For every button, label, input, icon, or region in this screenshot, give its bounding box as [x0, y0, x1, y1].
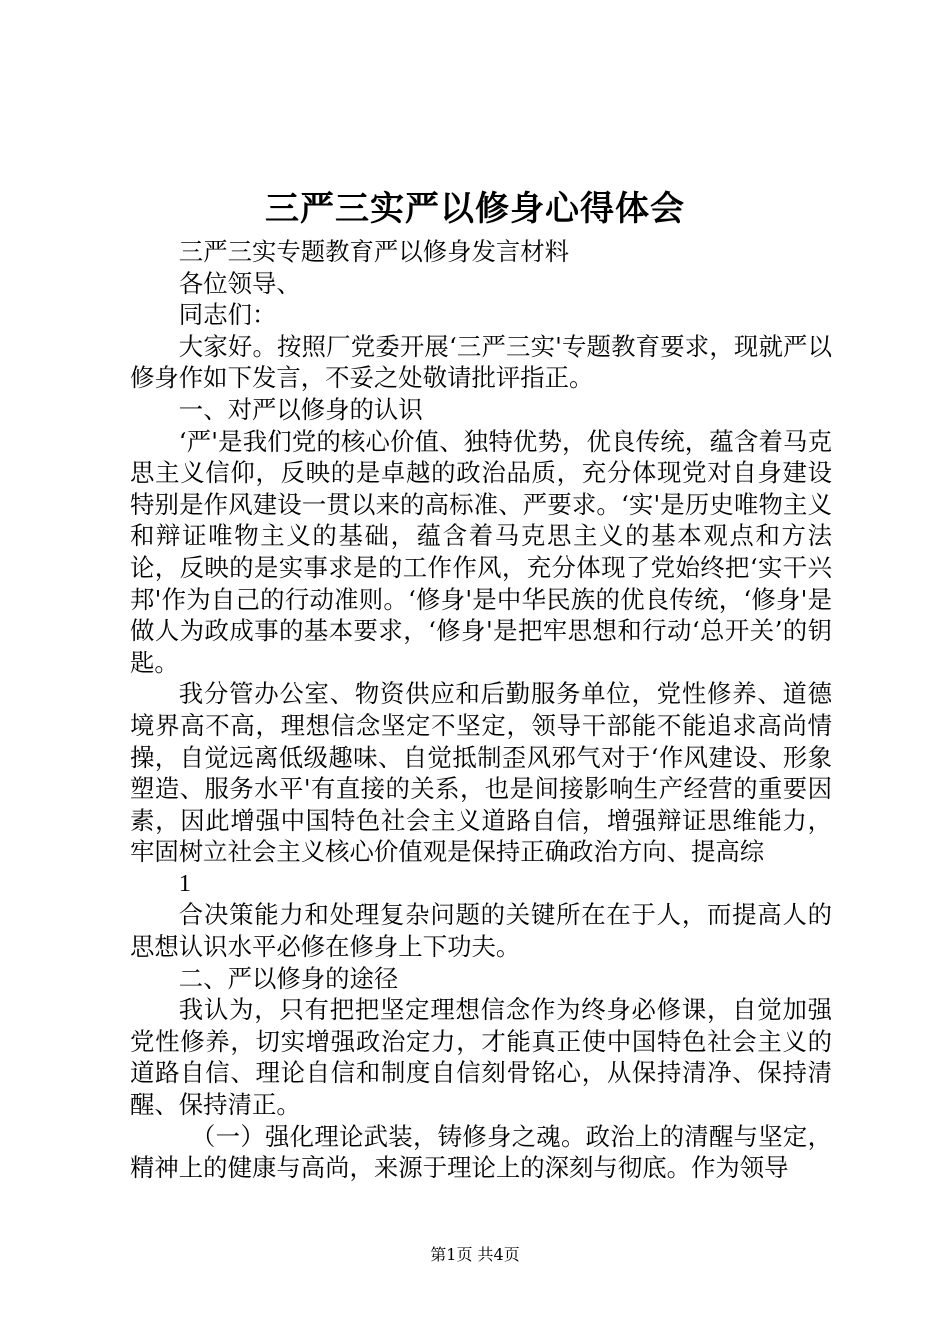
section-heading-2: 二、严以修身的途径 — [178, 963, 399, 993]
paragraph-salutation-1: 各位领导、 — [178, 268, 301, 298]
paragraph-continuation: 合决策能力和处理复杂问题的关键所在在于人，而提高人的思想认识水平必修在修身上下功夫。 — [130, 900, 832, 962]
paragraph-subtitle: 三严三实专题教育严以修身发言材料 — [178, 237, 570, 266]
paragraph-salutation-2: 同志们： — [178, 300, 277, 330]
paragraph-subsection-1: （一）强化理论武装，铸修身之魂。政治上的清醒与坚定，精神上的健康与高尚，来源于理论上的深刻与彻底。作为领导 — [130, 1121, 832, 1183]
page-footer: 第1页 共4页 — [430, 1245, 520, 1264]
section-heading-1: 一、对严以修身的认识 — [178, 394, 423, 424]
paragraph-understanding: ‘严'是我们党的核心价值、独特优势，优良传统，蕴含着马克思主义信仰，反映的是卓越的政治品质，充分体现党对自身建设特别是作风建设一贯以来的高标准、严要求。‘实'是历史唯物主义和辩证唯物主义的基础，蕴含着马克思主义的基本观点和方法论，反映的是实事求是的工作作风，充分体现了党始终把‘实干兴邦'作为自己的行动准则。‘修身'是中华民族的优良传统，‘修身'是做人为政成事的基本要求，‘修身'是把牢思想和行动‘总开关’的钥匙。 — [130, 426, 832, 677]
paragraph-approach: 我认为，只有把把坚定理想信念作为终身必修课，自觉加强党性修养，切实增强政治定力，才能真正使中国特色社会主义的道路自信、理论自信和制度自信刻骨铭心，从保持清净、保持清醒、保持清正。 — [130, 995, 832, 1120]
document-title: 三严三实严以修身心得体会 — [265, 189, 685, 229]
inline-page-number: 1 — [178, 869, 191, 897]
paragraph-greeting: 大家好。按照厂党委开展‘三严三实'专题教育要求，现就严以修身作如下发言，不妥之处敬请批评指正。 — [130, 331, 832, 393]
document-body — [130, 236, 832, 1184]
paragraph-responsibility: 我分管办公室、物资供应和后勤服务单位，党性修养、道德境界高不高，理想信念坚定不坚定，领导干部能不能追求高尚情操，自觉远离低级趣味、自觉抵制歪风邪气对于‘作风建设、形象塑造、服务水平'有直接的关系，也是间接影响生产经营的重要因素，因此增强中国特色社会主义道路自信，增强辩证思维能力，牢固树立社会主义核心价值观是保持正确政治方向、提高综 — [130, 679, 832, 867]
